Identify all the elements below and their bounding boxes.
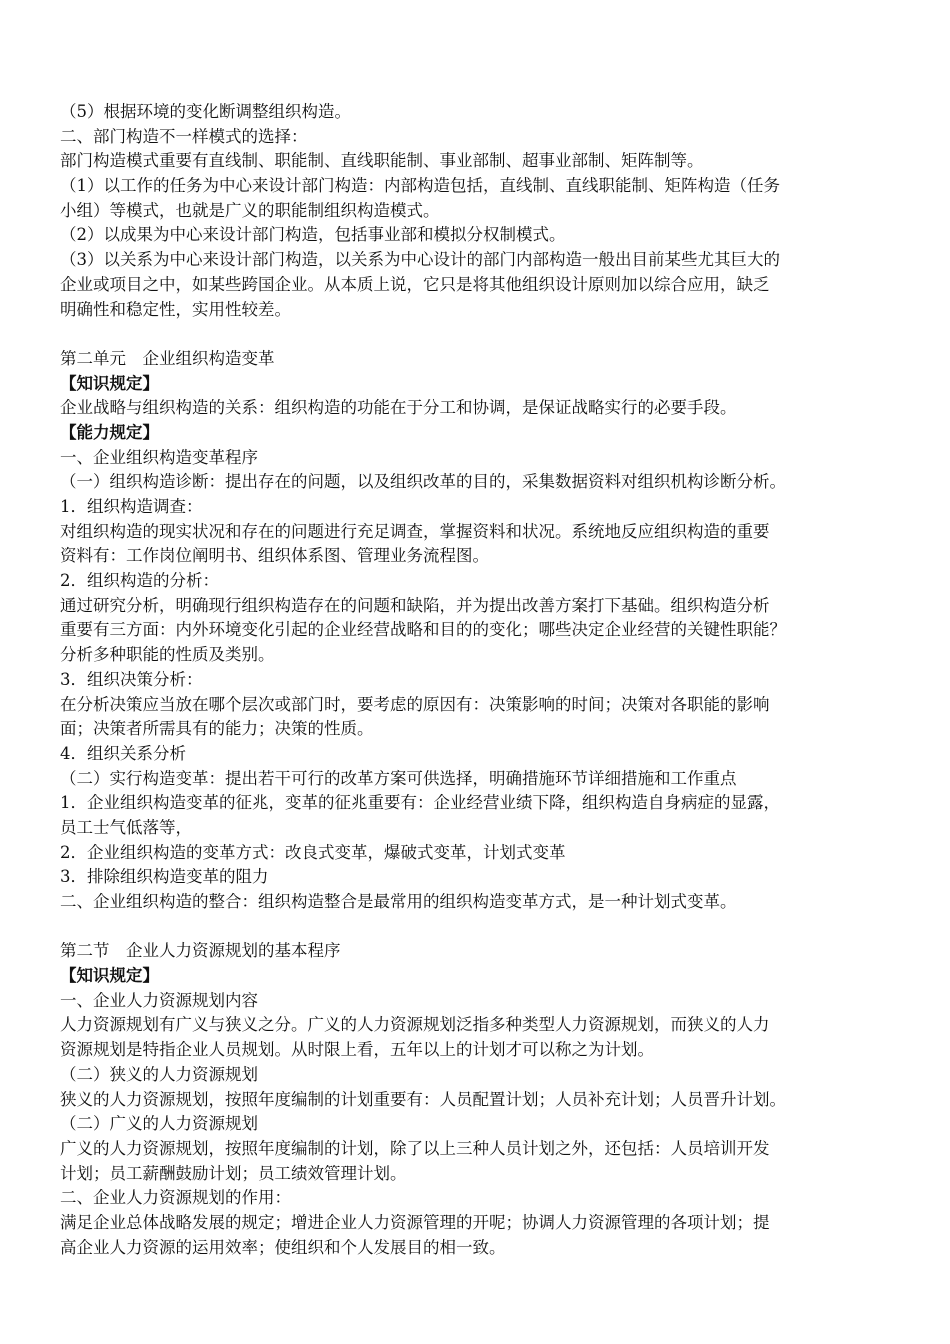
text-line: 对组织构造的现实状况和存在的问题进行充足调查，掌握资料和状况。系统地反应组织构造的重要 — [60, 521, 770, 541]
text-line: （1）以工作的任务为中心来设计部门构造：内部构造包括，直线制、直线职能制、矩阵构造（任务 — [60, 176, 780, 196]
text-line: 小组）等模式，也就是广义的职能制组织构造模式。 — [60, 200, 440, 220]
text-line: 一、企业人力资源规划内容 — [60, 990, 258, 1010]
text-line: 高企业人力资源的运用效率；使组织和个人发展目的相一致。 — [60, 1237, 506, 1257]
blank-line — [60, 915, 895, 940]
text-line: （3）以关系为中心来设计部门构造，以关系为中心设计的部门内部构造一般出目前某些尤其巨大的 — [60, 250, 780, 270]
text-line: 企业战略与组织构造的关系：组织构造的功能在于分工和协调，是保证战略实行的必要手段。 — [60, 398, 737, 418]
section-heading: 【知识规定】 — [60, 966, 159, 986]
text-line: 3．组织决策分析： — [60, 669, 203, 689]
text-line: 二、部门构造不一样模式的选择： — [60, 126, 308, 146]
text-line: 资源规划是特指企业人员规划。从时限上看，五年以上的计划才可以称之为计划。 — [60, 1040, 654, 1060]
text-line: 人力资源规划有广义与狭义之分。广义的人力资源规划泛指多种类型人力资源规划，而狭义的人力 — [60, 1015, 770, 1035]
text-line: 一、企业组织构造变革程序 — [60, 447, 258, 467]
text-line: 1．企业组织构造变革的征兆，变革的征兆重要有：企业经营业绩下降，组织构造自身病症的显露， — [60, 793, 780, 813]
text-line: （5）根据环境的变化断调整组织构造。 — [60, 102, 351, 121]
text-line: 广义的人力资源规划，按照年度编制的计划，除了以上三种人员计划之外，还包括：人员培训开发 — [60, 1138, 770, 1158]
text-line: 企业或项目之中，如某些跨国企业。从本质上说，它只是将其他组织设计原则加以综合应用，缺乏 — [60, 274, 770, 294]
document-page — [60, 100, 895, 1260]
text-line: 资料有：工作岗位阐明书、组织体系图、管理业务流程图。 — [60, 546, 489, 566]
text-line: 计划；员工薪酬鼓励计划；员工绩效管理计划。 — [60, 1163, 407, 1183]
text-line: 1．组织构造调查： — [60, 497, 203, 516]
text-line: 2．企业组织构造的变革方式：改良式变革，爆破式变革，计划式变革 — [60, 842, 566, 862]
text-line: 在分析决策应当放在哪个层次或部门时，要考虑的原因有：决策影响的时间；决策对各职能的影响 — [60, 694, 770, 714]
text-line: 分析多种职能的性质及类别。 — [60, 645, 275, 665]
text-line: 第二单元 企业组织构造变革 — [60, 348, 275, 368]
text-line: 员工士气低落等， — [60, 817, 192, 837]
blank-line — [60, 322, 895, 347]
section-heading: 【知识规定】 — [60, 373, 159, 393]
text-line: 重要有三方面：内外环境变化引起的企业经营战略和目的的变化；哪些决定企业经营的关键性职能？ — [60, 620, 786, 640]
text-line: 二、企业组织构造的整合：组织构造整合是最常用的组织构造变革方式，是一种计划式变革。 — [60, 892, 737, 911]
text-line: （二）实行构造变革：提出若干可行的改革方案可供选择，明确措施环节详细措施和工作重点 — [60, 768, 737, 788]
section-heading: 【能力规定】 — [60, 422, 159, 442]
text-line: 2．组织构造的分析： — [60, 571, 219, 591]
text-line: （二）广义的人力资源规划 — [60, 1114, 258, 1134]
text-line: （一）组织构造诊断：提出存在的问题，以及组织改革的目的，采集数据资料对组织机构诊断分析。 — [60, 472, 786, 492]
text-line: 第二节 企业人力资源规划的基本程序 — [60, 941, 341, 961]
text-line: （二）狭义的人力资源规划 — [60, 1064, 258, 1084]
text-line: 满足企业总体战略发展的规定；增进企业人力资源管理的开呢；协调人力资源管理的各项计划；提 — [60, 1212, 770, 1232]
text-line: 通过研究分析，明确现行组织构造存在的问题和缺陷，并为提出改善方案打下基础。组织构造分析 — [60, 595, 770, 615]
text-line: 3．排除组织构造变革的阻力 — [60, 867, 269, 887]
text-line: 明确性和稳定性，实用性较差。 — [60, 299, 291, 319]
text-line: 二、企业人力资源规划的作用： — [60, 1188, 291, 1208]
text-line: （2）以成果为中心来设计部门构造，包括事业部和模拟分权制模式。 — [60, 225, 566, 245]
text-line: 4．组织关系分析 — [60, 743, 186, 763]
text-line: 部门构造模式重要有直线制、职能制、直线职能制、事业部制、超事业部制、矩阵制等。 — [60, 151, 704, 171]
text-line: 面；决策者所需具有的能力；决策的性质。 — [60, 719, 374, 739]
text-line: 狭义的人力资源规划，按照年度编制的计划重要有：人员配置计划；人员补充计划；人员晋升计划。 — [60, 1089, 786, 1109]
